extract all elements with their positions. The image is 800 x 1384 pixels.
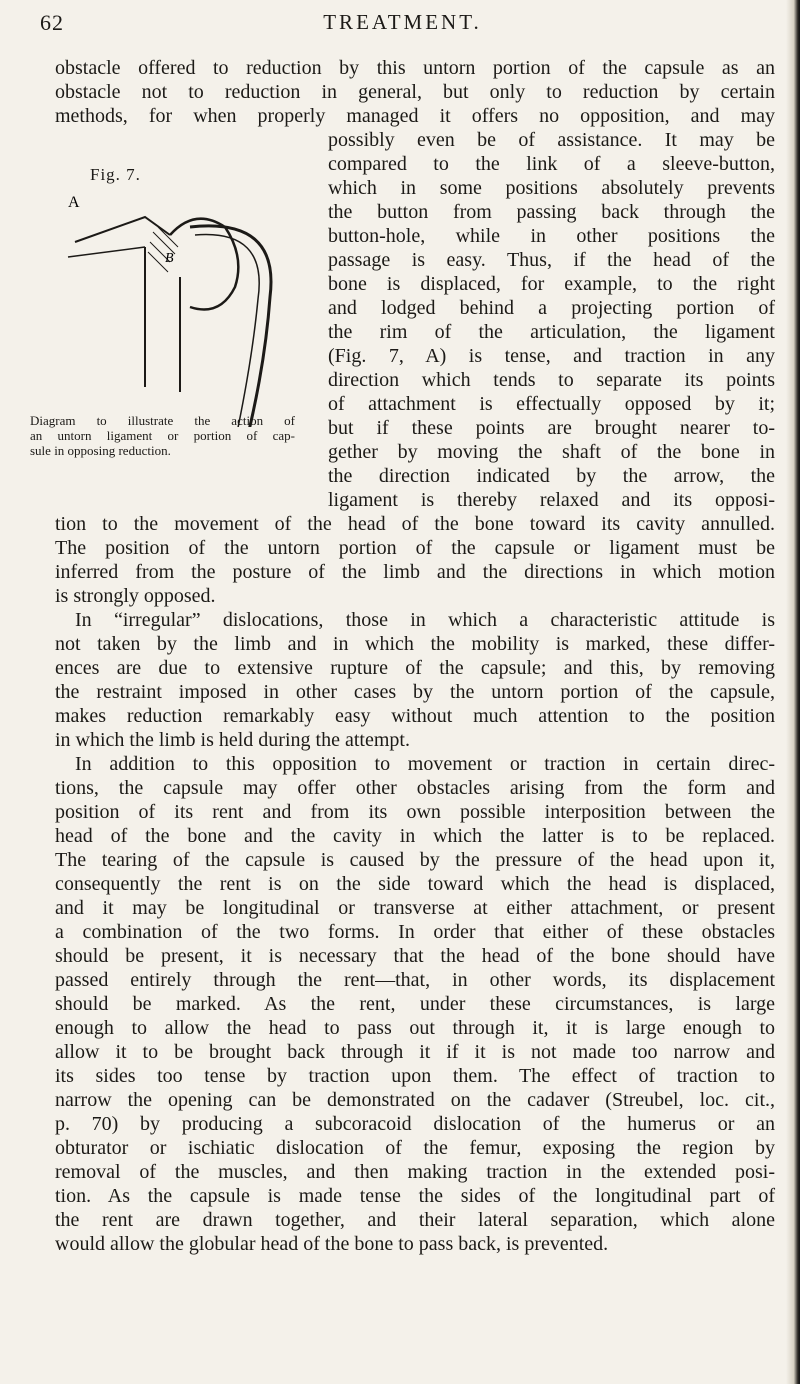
text-line: which in some positions absolutely prevents: [328, 177, 775, 199]
text-line: button-hole, while in other positions the: [328, 225, 775, 247]
text-line: The tearing of the capsule is caused by the pressure of the head upon it,: [55, 849, 775, 871]
text-line: position of its rent and from its own possible interposition between the: [55, 801, 775, 823]
text-line: bone is displaced, for example, to the right: [328, 273, 775, 295]
text-line: narrow the opening can be demonstrated on the cadaver (Streubel, loc. cit.,: [55, 1089, 775, 1111]
text-line: and lodged behind a projecting portion of: [328, 297, 775, 319]
ligament-a: [75, 217, 170, 242]
text-line: methods, for when properly managed it offers no opposition, and may: [55, 105, 775, 127]
marker-a: A: [68, 194, 80, 211]
caption-line: an untorn ligament or portion of cap-: [30, 428, 295, 443]
text-line: should be marked. As the rent, under these circumstances, is large: [55, 993, 775, 1015]
page-header: [30, 10, 775, 36]
text-line: obstacle offered to reduction by this untorn portion of the capsule as an: [55, 57, 775, 79]
socket-rim: [190, 226, 271, 427]
text-line: p. 70) by producing a subcoracoid dislocation of the humerus or an: [55, 1113, 775, 1135]
text-line: the rim of the articulation, the ligament: [328, 321, 775, 343]
page-number: 62: [40, 10, 64, 35]
text-line: tion to the movement of the head of the bone toward its cavity annulled.: [55, 513, 775, 535]
text-line: makes reduction remarkably easy without much attention to the position: [55, 705, 775, 727]
text-line: head of the bone and the cavity in which the latter is to be replaced.: [55, 825, 775, 847]
text-line: tion. As the capsule is made tense the sides of the longitudinal part of: [55, 1185, 775, 1207]
text-line: compared to the link of a sleeve-button,: [328, 153, 775, 175]
marker-b: B: [165, 251, 174, 266]
text-line: consequently the rent is on the side toward which the head is displaced,: [55, 873, 775, 895]
caption-line: Diagram to illustrate the action of: [30, 413, 295, 428]
text-line: obturator or ischiatic dislocation of the femur, exposing the region by: [55, 1137, 775, 1159]
text-line: the direction indicated by the arrow, the: [328, 465, 775, 487]
text-line: tions, the capsule may offer other obstacles arising from the form and: [55, 777, 775, 799]
text-line: removal of the muscles, and then making traction in the extended posi-: [55, 1161, 775, 1183]
text-line: the restraint imposed in other cases by the untorn portion of the capsule,: [55, 681, 775, 703]
text-line: but if these points are brought nearer to-: [328, 417, 775, 439]
figure-7: [30, 165, 330, 470]
text-line: the rent are drawn together, and their lateral separation, which alone: [55, 1209, 775, 1231]
text-line: gether by moving the shaft of the bone in: [328, 441, 775, 463]
text-line: its sides too tense by traction upon them. The effect of traction to: [55, 1065, 775, 1087]
socket-inner: [195, 235, 259, 427]
text-line: and it may be longitudinal or transverse at either attachment, or present: [55, 897, 775, 919]
text-line: the button from passing back through the: [328, 201, 775, 223]
text-line: The position of the untorn portion of the capsule or ligament must be: [55, 537, 775, 559]
text-line: a combination of the two forms. In order that either of these obstacles: [55, 921, 775, 943]
page-edge-shadow: [786, 0, 800, 1384]
text-line: passage is easy. Thus, if the head of the: [328, 249, 775, 271]
text-line: obstacle not to reduction in general, but only to reduction by certain: [55, 81, 775, 103]
text-line: enough to allow the head to pass out through it, it is large enough to: [55, 1017, 775, 1039]
text-line: direction which tends to separate its points: [328, 369, 775, 391]
text-line: possibly even be of assistance. It may be: [328, 129, 775, 151]
text-line: ligament is thereby relaxed and its opposi-: [328, 489, 775, 511]
text-line: is strongly opposed.: [55, 585, 216, 607]
text-line: would allow the globular head of the bone to pass back, is prevented.: [55, 1233, 609, 1255]
text-line: not taken by the limb and in which the mobility is marked, these differ-: [55, 633, 775, 655]
text-line: inferred from the posture of the limb and the directions in which motion: [55, 561, 775, 583]
caption-line: sule in opposing reduction.: [30, 443, 171, 458]
running-head: TREATMENT.: [323, 10, 482, 34]
ligament-left-edge: [68, 247, 145, 257]
text-line: in which the limb is held during the attempt.: [55, 729, 410, 751]
text-line: should be present, it is necessary that the head of the bone should have: [55, 945, 775, 967]
text-line: of attachment is effectually opposed by it;: [328, 393, 775, 415]
text-line: In addition to this opposition to movement or traction in certain direc-: [75, 753, 775, 775]
figure-label: Fig. 7.: [90, 165, 141, 184]
figure-caption: [30, 413, 295, 458]
text-line: (Fig. 7, A) is tense, and traction in any: [328, 345, 775, 367]
text-line: passed entirely through the rent—that, in other words, its displacement: [55, 969, 775, 991]
text-line: In “irregular” dislocations, those in which a characteristic attitude is: [75, 609, 775, 631]
ligament-diagram: [30, 187, 330, 427]
text-line: ences are due to extensive rupture of the capsule; and this, by removing: [55, 657, 775, 679]
text-line: allow it to be brought back through it if it is not made too narrow and: [55, 1041, 775, 1063]
